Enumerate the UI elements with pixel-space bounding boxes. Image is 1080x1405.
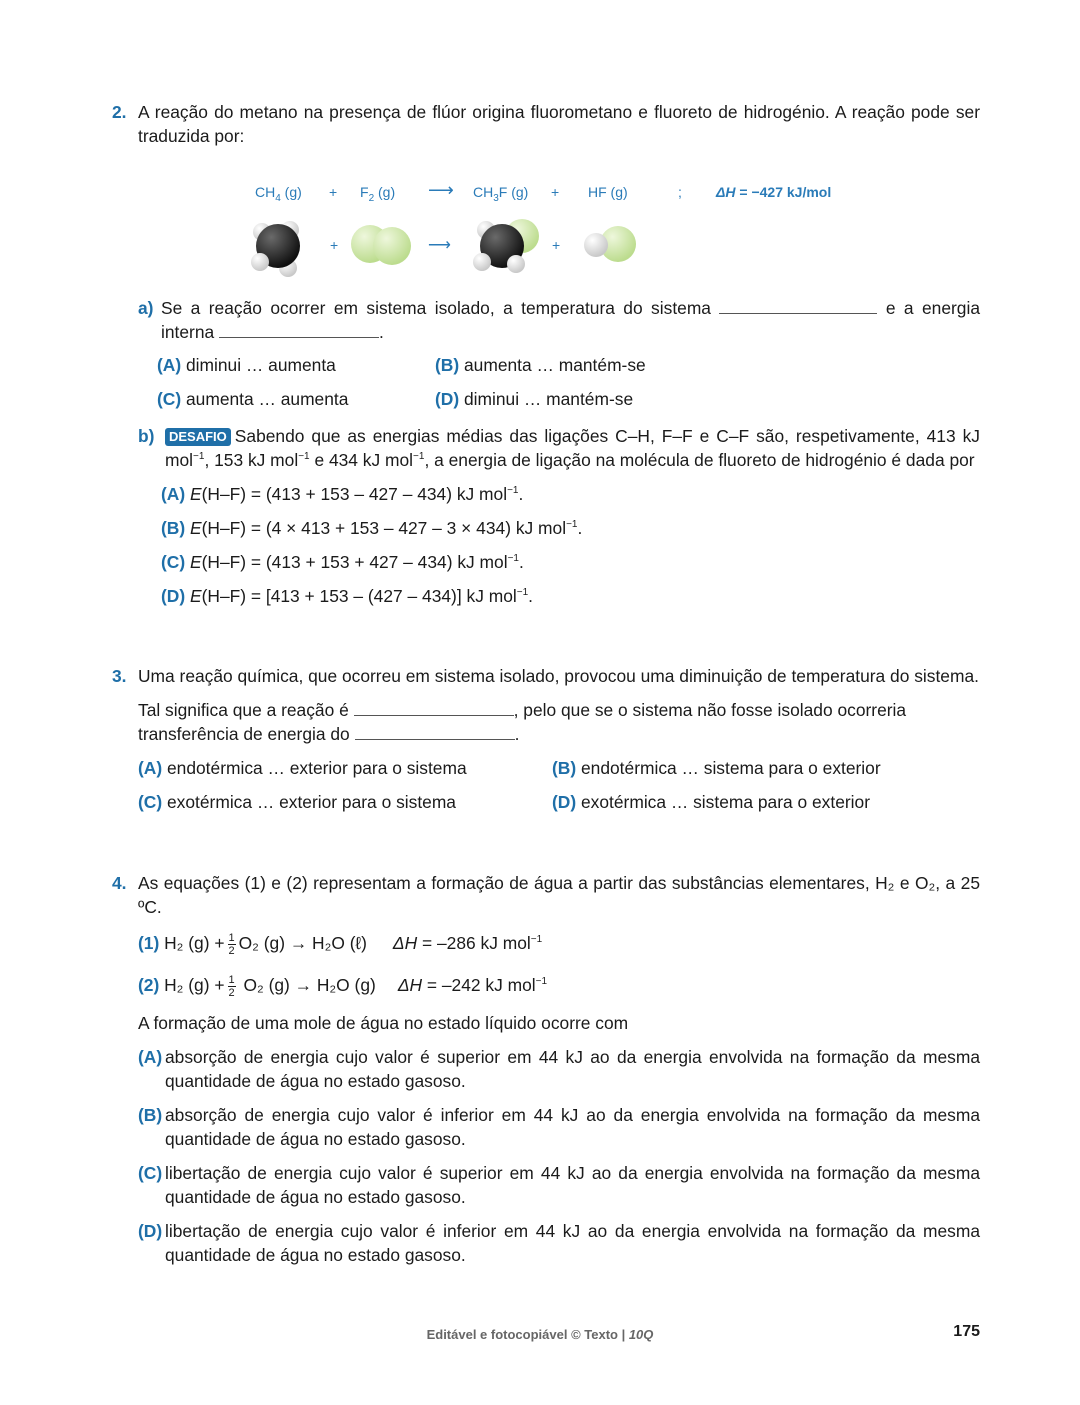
option-a[interactable]: (A) absorção de energia cujo valor é superior em 44 kJ ao da energia envolvida na formação da mesma quantidade de água no estado gasoso. <box>138 1046 980 1091</box>
option-b[interactable]: (B) endotérmica … sistema para o exterior <box>552 758 881 778</box>
option-b[interactable]: (B) E(H–F) = (4 × 413 + 153 – 427 – 3 × 434) kJ mol$^{-1}$. <box>161 518 583 538</box>
subquestion-label: b) <box>138 426 155 446</box>
subquestion-text: DESAFIO Sabendo que as energias médias das ligações C–H, F–F e C–F são, respetivamente, 413 kJ mol$^{-1}$, 153 kJ mol$^{-1}$ e 434 kJ mol$^{-1}$, a energia de ligação na molécula de fluoreto de hidrogénio é dada por <box>165 426 980 470</box>
question-number: 3. <box>112 666 127 686</box>
question-intro: Uma reação química, que ocorreu em sistema isolado, provocou uma diminuição de temperatura do sistema. <box>138 666 979 686</box>
enthalpy-value: ΔH = −427 kJ/mol <box>716 184 832 200</box>
option-c[interactable]: (C) libertação de energia cujo valor é superior em 44 kJ ao da energia envolvida na formação da mesma quantidade de água no estado gasoso. <box>138 1162 980 1207</box>
option-d[interactable]: (D) libertação de energia cujo valor é inferior em 44 kJ ao da energia envolvida na formação da mesma quantidade de água no estado gasoso. <box>138 1220 980 1265</box>
reactant-f2: $F_2$ (g) <box>360 184 396 204</box>
plus-sign-model: + <box>330 237 339 253</box>
answer-blank[interactable] <box>354 699 514 716</box>
subquestion-text: Se a reação ocorrer em sistema isolado, a temperatura do sistema e a energia interna . <box>161 298 980 342</box>
option-a[interactable]: (A) diminui … aumenta <box>157 355 336 375</box>
product-ch3f: $CH_3F$ (g) <box>473 184 529 204</box>
molecule-models <box>240 212 660 282</box>
methane-model-icon <box>251 221 300 277</box>
equation-1: (1) H₂ (g) + $\frac{1}{2}$ O₂ (g) → H₂O (ℓ) ΔH = –286 kJ mol$^{-1}$ <box>138 931 543 957</box>
page-footer: Editável e fotocopiável © Texto | 10Q <box>426 1327 654 1342</box>
hydrogen-fluoride-model-icon <box>584 226 636 262</box>
question-number: 4. <box>112 873 127 893</box>
option-d[interactable]: (D) diminui … mantém-se <box>435 389 634 409</box>
question-2b <box>112 424 980 608</box>
question-number: 2. <box>112 102 127 122</box>
arrow-model: ⟶ <box>428 237 451 254</box>
option-d[interactable]: (D) exotérmica … sistema para o exterior <box>552 792 870 812</box>
subquestion-label: a) <box>138 298 154 318</box>
separator: ; <box>678 184 682 200</box>
fluorine-model-icon <box>351 225 411 265</box>
reaction-arrow: ⟶ <box>428 180 454 200</box>
question-intro: As equações (1) e (2) representam a formação de água a partir das substâncias elementares, H₂ e O₂, a 25 ºC. <box>138 873 980 917</box>
option-d[interactable]: (D) E(H–F) = [413 + 153 – (427 – 434)] kJ mol$^{-1}$. <box>161 586 533 606</box>
question-3 <box>112 664 980 824</box>
answer-blank[interactable] <box>219 321 379 338</box>
option-c[interactable]: (C) E(H–F) = (413 + 153 + 427 – 434) kJ mol$^{-1}$. <box>161 552 524 572</box>
desafio-badge: DESAFIO <box>165 428 231 446</box>
option-b[interactable]: (B) aumenta … mantém-se <box>435 355 646 375</box>
answer-blank[interactable] <box>355 723 515 740</box>
plus-sign-model: + <box>552 237 561 253</box>
option-a[interactable]: (A) endotérmica … exterior para o sistema <box>138 758 467 778</box>
option-b[interactable]: (B) absorção de energia cujo valor é inferior em 44 kJ ao da energia envolvida na formação da mesma quantidade de água no estado gasoso. <box>138 1104 980 1149</box>
question-2 <box>112 100 980 148</box>
option-c[interactable]: (C) exotérmica … exterior para o sistema <box>138 792 456 812</box>
question-intro: A reação do metano na presença de flúor origina fluorometano e fluoreto de hidrogénio. A reação pode ser traduzida por: <box>138 102 980 146</box>
question-stem: Tal significa que a reação é , pelo que se o sistema não fosse isolado ocorreria transferência de energia do . <box>138 700 907 744</box>
equation-2: (2) H₂ (g) + $\frac{1}{2}$ O₂ (g) → H₂O (g) ΔH = –242 kJ mol$^{-1}$ <box>138 973 548 999</box>
question-stem: A formação de uma mole de água no estado líquido ocorre com <box>138 1012 629 1033</box>
option-a[interactable]: (A) E(H–F) = (413 + 153 – 427 – 434) kJ mol$^{-1}$. <box>161 484 524 504</box>
reactant-ch4: $CH_4$ (g) <box>255 184 302 204</box>
question-4 <box>112 871 980 1267</box>
question-2a <box>112 296 980 421</box>
answer-blank[interactable] <box>719 297 877 314</box>
option-c[interactable]: (C) aumenta … aumenta <box>157 389 349 409</box>
fluoromethane-model-icon <box>473 219 539 273</box>
plus-sign: + <box>329 184 338 200</box>
product-hf: HF (g) <box>588 184 628 200</box>
page-number: 175 <box>953 1323 980 1340</box>
plus-sign: + <box>551 184 560 200</box>
